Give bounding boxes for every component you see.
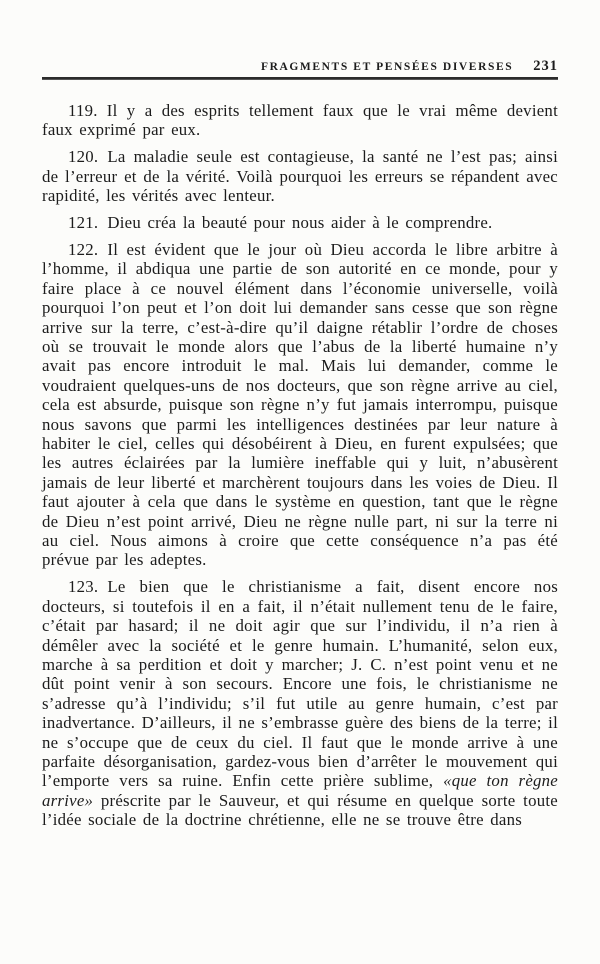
- paragraph-number: 121.: [68, 213, 99, 233]
- paragraph: [42, 147, 558, 205]
- paragraph: [42, 577, 558, 829]
- paragraph: [42, 101, 558, 140]
- paragraph-text: Il y a des esprits tellement faux que le vrai même devient faux exprimé par eux.: [42, 101, 558, 140]
- paragraph-number: 123.: [68, 577, 99, 597]
- paragraph-text: Il est évident que le jour où Dieu accorda le libre arbitre à l’homme, il abdiqua une partie de son autorité en ce monde, pour y faire place à ce nouvel élément dans l’économie universelle, voilà pourquoi l’on peut et l’on doit lui demander sans cesse que son règne arrive sur la terre, c’est-à-dire qu’il daigne rétablir l’ordre de choses où se trouvait le monde alors que l’abus de la liberté humaine n’y avait pas encore introduit le mal. Mais lui demander, comme le voudraient quelques-uns de nos docteurs, que son règne arrive au ciel, cela est absurde, puisque son règne n’y fut jamais interrompu, puisque nous savons que parmi les intelligences destinées par leur nature à habiter le ciel, celles qui désobéirent à Dieu, en furent expulsées; que les autres éclairées par la lumière ineffable qui y luit, n’abusèrent jamais de leur liberté et marchèrent toujours dans les voies de Dieu. Il faut ajouter à cela que dans le système en question, tant que le règne de Dieu n’est point arrivé, Dieu ne règne nulle part, ni sur la terre ni au ciel. Nous aimons à croire que cette conséquence n’a pas été prévue par les adeptes.: [42, 239, 558, 570]
- paragraph-number: 120.: [68, 147, 99, 167]
- paragraph-number: 122.: [68, 239, 99, 259]
- text-body: [42, 101, 558, 830]
- paragraph-text: Le bien que le christianisme a fait, disent encore nos docteurs, si toutefois il en a fait, il n’était nullement tenu de le faire, c’était par hasard; il ne doit agir que sur l’individu, il n’a rien à démêler avec la société et le genre humain. L’humanité, selon eux, marche à sa perdition et doit y marcher; J. C. n’est point venu et ne dût point venir à son secours. Encore une fois, le christianisme ne s’adresse qu’à l’individu; s’il fut utile au genre humain, c’est par inadvertance. D’ailleurs, il ne s’embrasse guère des biens de la terre; il ne s’occupe que de ceux du ciel. Il faut que le monde arrive à une parfaite désorganisation, gardez-vous bien d’arrêter le mouvement qui l’emporte vers sa ruine. Enfin cette prière sublime,: [42, 577, 558, 791]
- paragraph-text: préscrite par le Sauveur, et qui résume en quelque sorte toute l’idée sociale de la doctrine chrétienne, elle ne se trouve être dans: [42, 790, 558, 830]
- running-header: [42, 58, 558, 75]
- paragraph: [42, 240, 558, 570]
- page-number: 231: [533, 58, 558, 74]
- header-title: FRAGMENTS ET PENSÉES DIVERSES: [260, 61, 514, 73]
- paragraph: [42, 213, 558, 232]
- paragraph-text: Dieu créa la beauté pour nous aider à le comprendre.: [107, 213, 493, 233]
- paragraph-text: La maladie seule est contagieuse, la santé ne l’est pas; ainsi de l’erreur et de la vérité. Voilà pourquoi les erreurs se répandent avec rapidité, les vérités avec lenteur.: [42, 147, 558, 206]
- header-rule: [42, 77, 558, 80]
- paragraph-number: 119.: [68, 101, 98, 120]
- paragraph-text-italic: «que ton règne arrive»: [42, 771, 558, 810]
